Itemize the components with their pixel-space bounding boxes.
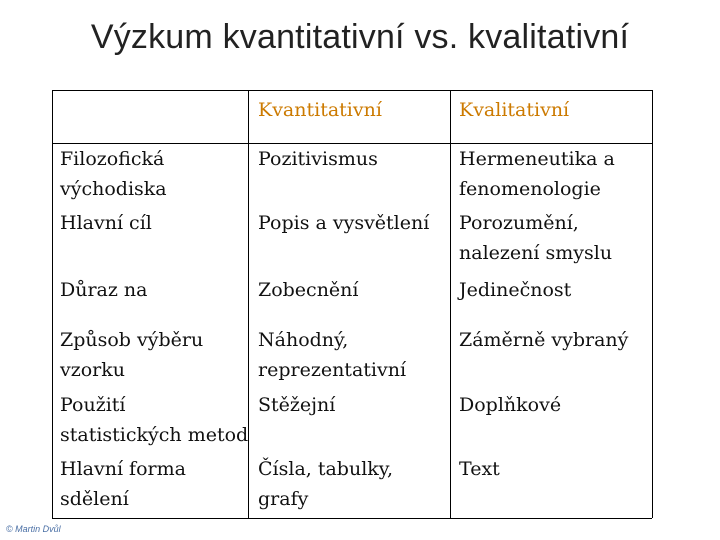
table-border-top xyxy=(52,90,652,91)
row-label-sampling: Způsob výběru vzorku xyxy=(60,329,204,381)
slide-title: Výzkum kvantitativní vs. kvalitativní xyxy=(90,18,630,56)
cell-qual-emphasis: Jedinečnost xyxy=(459,279,572,301)
footer-credit: © Martin Dvůl xyxy=(6,524,61,534)
cell-quant-main-goal: Popis a vysvětlení xyxy=(258,212,430,234)
cell-qual-main-goal: Porozumění, nalezení smyslu xyxy=(459,212,613,264)
row-label-communication: Hlavní forma sdělení xyxy=(60,458,186,510)
row-label-philosophy: Filozofická východiska xyxy=(60,148,167,200)
cell-quant-statistics: Stěžejní xyxy=(258,394,336,416)
cell-quant-emphasis: Zobecnění xyxy=(258,279,359,301)
table-column-divider-1 xyxy=(248,90,249,518)
cell-qual-communication: Text xyxy=(459,458,500,480)
row-label-emphasis: Důraz na xyxy=(60,279,148,301)
cell-quant-sampling: Náhodný, reprezentativní xyxy=(258,329,407,381)
cell-quant-communication: Čísla, tabulky, grafy xyxy=(258,458,394,510)
cell-qual-statistics: Doplňkové xyxy=(459,394,562,416)
table-border-left xyxy=(52,90,53,518)
row-label-statistics: Použití statistických metod xyxy=(60,394,249,446)
table-column-divider-2 xyxy=(450,90,451,518)
header-quantitative: Kvantitativní xyxy=(258,99,382,121)
table-border-right xyxy=(652,90,653,518)
header-qualitative: Kvalitativní xyxy=(459,99,570,121)
cell-quant-philosophy: Pozitivismus xyxy=(258,148,378,170)
cell-qual-philosophy: Hermeneutika a fenomenologie xyxy=(459,148,615,200)
cell-qual-sampling: Záměrně vybraný xyxy=(459,329,629,351)
table-border-bottom xyxy=(52,518,652,519)
row-label-main-goal: Hlavní cíl xyxy=(60,212,152,234)
